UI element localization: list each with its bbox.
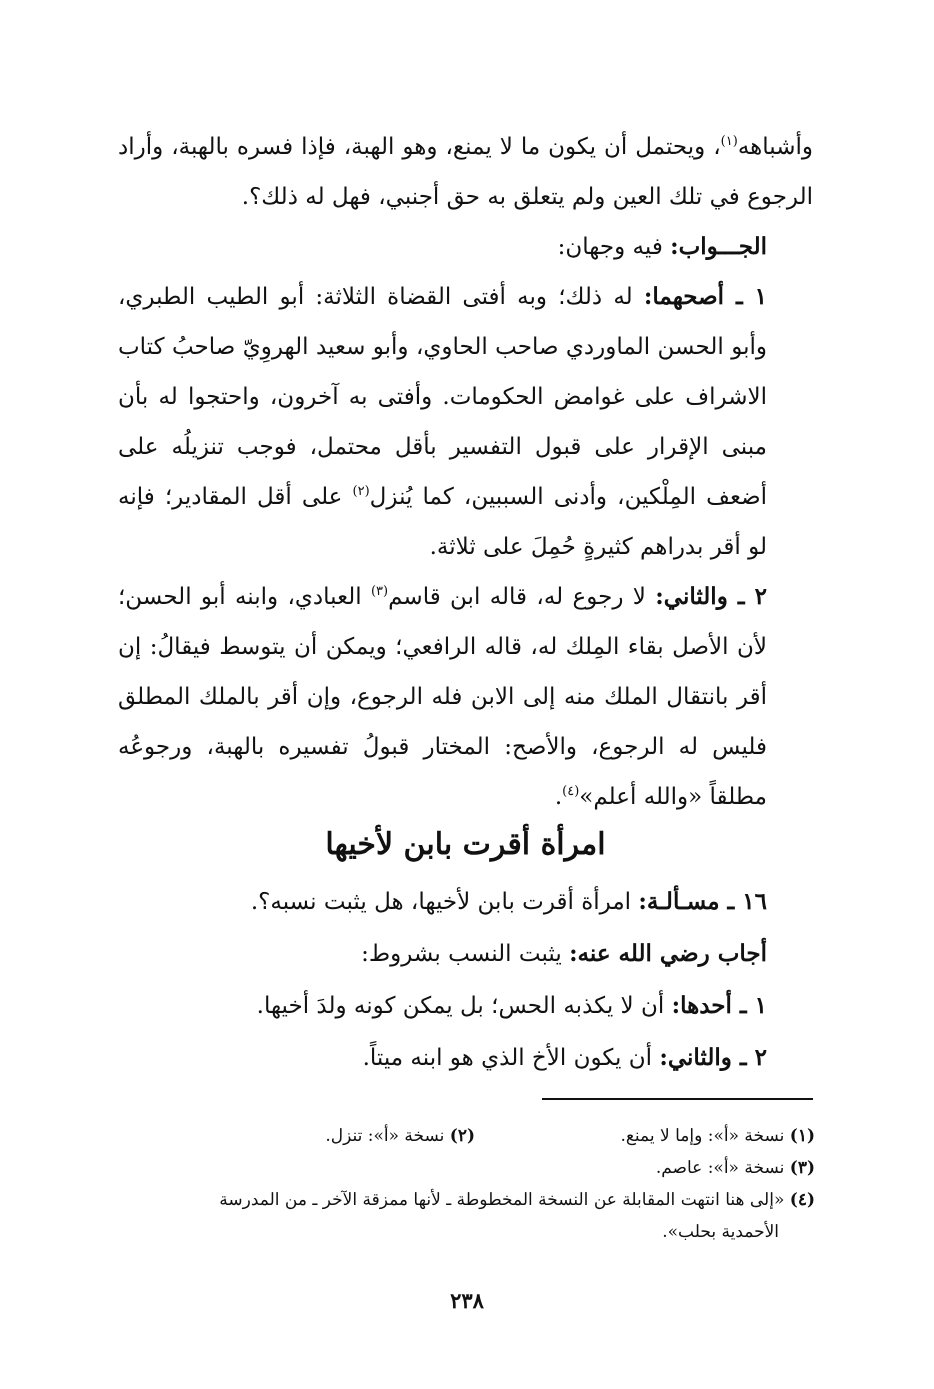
footnote-text: نسخة «أ»: عاصم. (655, 1158, 790, 1178)
answer-line (118, 928, 813, 980)
paragraph-second-view (118, 572, 813, 822)
footnote-number: (٢) (449, 1126, 475, 1146)
footnote-text: نسخة «أ»: تنزل. (325, 1126, 450, 1146)
text-run: لا رجوع له، قاله ابن قاسم (388, 584, 656, 610)
footnote-2 (325, 1120, 475, 1152)
text-run: على أقل المقادير؛ فإنه لو أقر بدراهم كثيرةٍ حُمِلَ على ثلاثة. (118, 484, 767, 560)
condition-1 (118, 980, 813, 1032)
second-view-label: ٢ ـ والثاني: (655, 583, 767, 610)
text-run: له ذلك؛ وبه أفتى القضاة الثلاثة: أبو الطيب الطبري، وأبو الحسن الماوردي صاحب الحاوي، وأبو سعيد الهروِيّ صاحبُ كتاب الاشراف على غوامض الحكومات. وأفتى به آخرون، واحتجوا له بأن مبنى الإقرار على قبول التفسير بأقل محتمل، فوجب تنزيلُه على أضعف المِلْكين، وأدنى السببين، كما يُنزل (118, 284, 767, 510)
answer-label: أجاب رضي الله عنه: (569, 940, 767, 967)
text-run: يثبت النسب بشروط: (361, 941, 570, 967)
text-run: ، ويحتمل أن يكون ما لا يمنع، وهو الهبة، فإذا فسره بالهبة، وأراد الرجوع في تلك العين ولم يتعلق به حق أجنبي، فهل له ذلك؟. (118, 134, 813, 210)
first-view-label: ١ ـ أصحهما: (643, 283, 767, 310)
section-heading: امرأة أقرت بابن لأخيها (325, 827, 606, 862)
text-run: فيه وجهان: (557, 234, 671, 260)
footnotes (110, 1120, 815, 1248)
paragraph-first-view (118, 272, 813, 572)
footnote-text: نسخة «أ»: وإما لا يمنع. (620, 1126, 790, 1146)
footnote-4-continued: الأحمدية بحلب». (662, 1222, 779, 1242)
footnote-3 (110, 1152, 815, 1184)
footnote-ref: (١) (720, 134, 738, 149)
footnote-number: (٤) (789, 1190, 815, 1210)
text-run: امرأة أقرت بابن لأخيها، هل يثبت نسبه؟. (250, 889, 639, 915)
question-line (118, 876, 813, 928)
main-text (118, 122, 813, 822)
footnote-ref: (٢) (352, 484, 370, 499)
text-run: أن لا يكذبه الحس؛ بل يمكن كونه ولدَ أخيها. (256, 993, 672, 1019)
answer-label: الجـــواب: (670, 233, 767, 260)
condition-label: ٢ ـ والثاني: (659, 1044, 767, 1071)
text-run: أن يكون الأخ الذي هو ابنه ميتاً. (362, 1045, 660, 1071)
paragraph-intro (118, 122, 813, 222)
paragraph-answer (118, 222, 813, 272)
question-label: ١٦ ـ مسـألـة: (638, 888, 767, 915)
condition-label: ١ ـ أحدها: (671, 992, 767, 1019)
footnote-row (110, 1120, 815, 1152)
section-text (118, 876, 813, 1084)
footnote-number: (١) (789, 1126, 815, 1146)
footnote-text: «إلى هنا انتهت المقابلة عن النسخة المخطوطة ـ لأنها ممزقة الآخر ـ من المدرسة (219, 1190, 790, 1210)
text-run: . (554, 784, 563, 810)
footnote-divider (542, 1098, 813, 1100)
footnote-ref: (٣) (370, 584, 389, 599)
footnote-1 (475, 1120, 815, 1152)
condition-2 (118, 1032, 813, 1084)
footnote-number: (٣) (789, 1158, 815, 1178)
text-run: العبادي، وابنه أبو الحسن؛ لأن الأصل بقاء المِلك له، قاله الرافعي؛ ويمكن أن يتوسط فيقالُ: إن أقر بانتقال الملك منه إلى الابن فله الرجوع، وإن أقر بالملك المطلق فليس له الرجوع، والأصح: المختار قبولُ تفسيره بالهبة، ورجوعُه مطلقاً «والله أعلم» (118, 584, 767, 810)
page-number: ٢٣٨ (450, 1288, 484, 1313)
footnote-4 (110, 1184, 815, 1216)
footnote-ref: (٤) (562, 784, 580, 799)
text-run: وأشباهه (737, 134, 813, 160)
